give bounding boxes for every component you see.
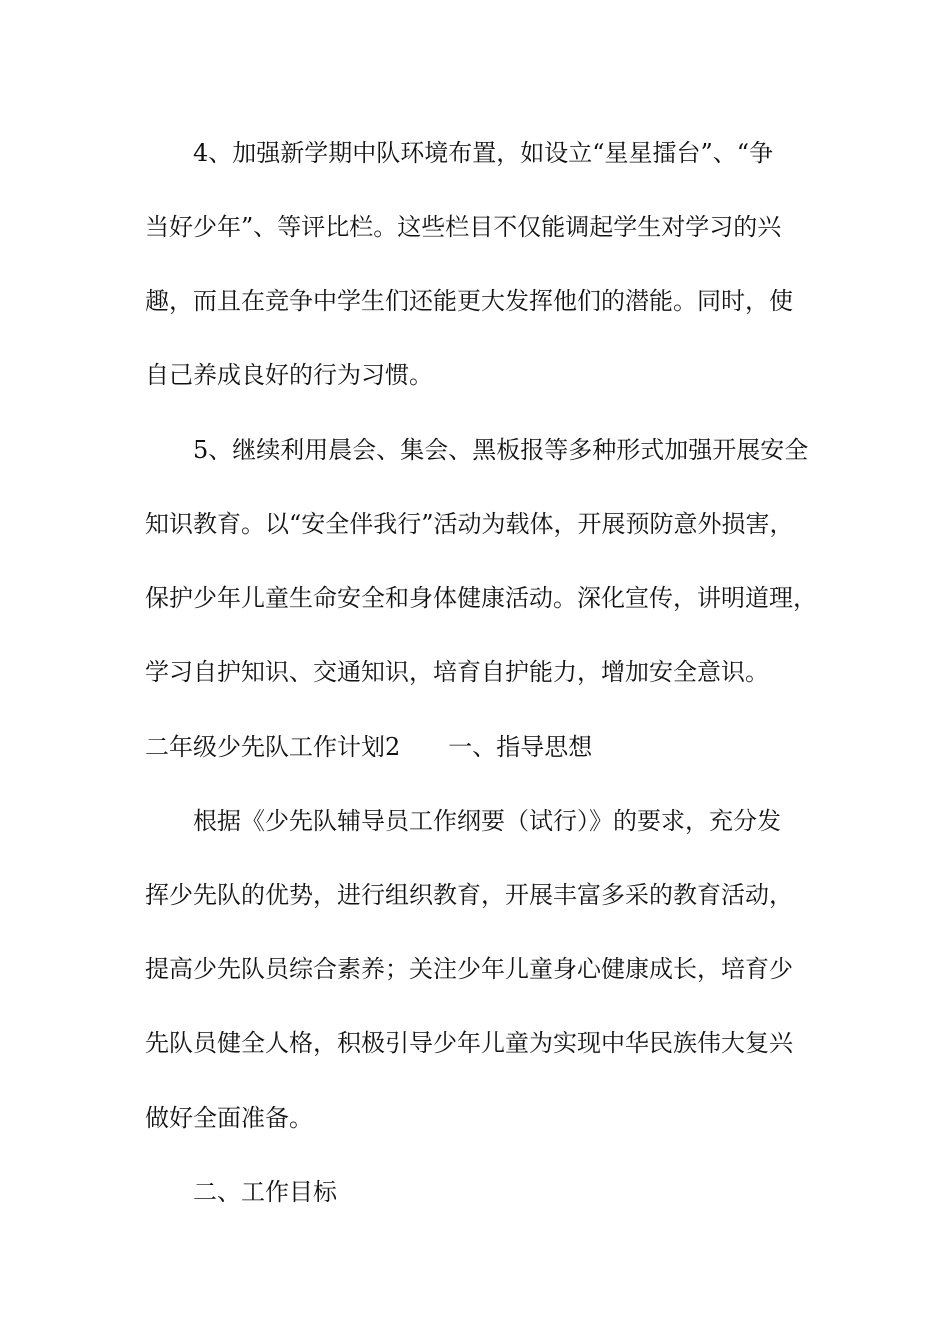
paragraph-5-line-3: 保护少年儿童生命安全和身体健康活动。深化宣传，讲明道理， bbox=[145, 584, 817, 612]
paragraph-5-line-1: 5、继续利用晨会、集会、黑板报等多种形式加强开展安全 bbox=[193, 436, 809, 464]
paragraph-5-line-2: 知识教育。以“安全伴我行”活动为载体，开展预防意外损害， bbox=[145, 510, 794, 538]
paragraph-4-line-2: 当好少年”、等评比栏。这些栏目不仅能调起学生对学习的兴 bbox=[145, 213, 782, 241]
guiding-thought-line-5: 做好全面准备。 bbox=[145, 1104, 313, 1132]
paragraph-5-line-4: 学习自护知识、交通知识，培育自护能力，增加安全意识。 bbox=[145, 658, 769, 686]
section-heading-guiding-thought: 一、指导思想 bbox=[448, 733, 593, 761]
guiding-thought-line-4: 先队员健全人格，积极引导少年儿童为实现中华民族伟大复兴 bbox=[145, 1029, 793, 1057]
paragraph-4-line-3: 趣，而且在竞争中学生们还能更大发挥他们的潜能。同时，使 bbox=[145, 287, 793, 315]
guiding-thought-line-3: 提高少先队员综合素养；关注少年儿童身心健康成长，培育少 bbox=[145, 955, 793, 983]
guiding-thought-line-1: 根据《少先队辅导员工作纲要（试行）》的要求，充分发 bbox=[193, 807, 781, 835]
plan-title-line bbox=[145, 732, 592, 762]
paragraph-4-line-1: 4、加强新学期中队环境布置，如设立“星星擂台”、“争 bbox=[193, 139, 774, 167]
section-heading-work-goals: 二、工作目标 bbox=[193, 1178, 337, 1206]
guiding-thought-line-2: 挥少先队的优势，进行组织教育，开展丰富多采的教育活动， bbox=[145, 881, 793, 909]
paragraph-4-line-4: 自己养成良好的行为习惯。 bbox=[145, 361, 433, 389]
plan-title: 二年级少先队工作计划2 bbox=[145, 733, 401, 761]
